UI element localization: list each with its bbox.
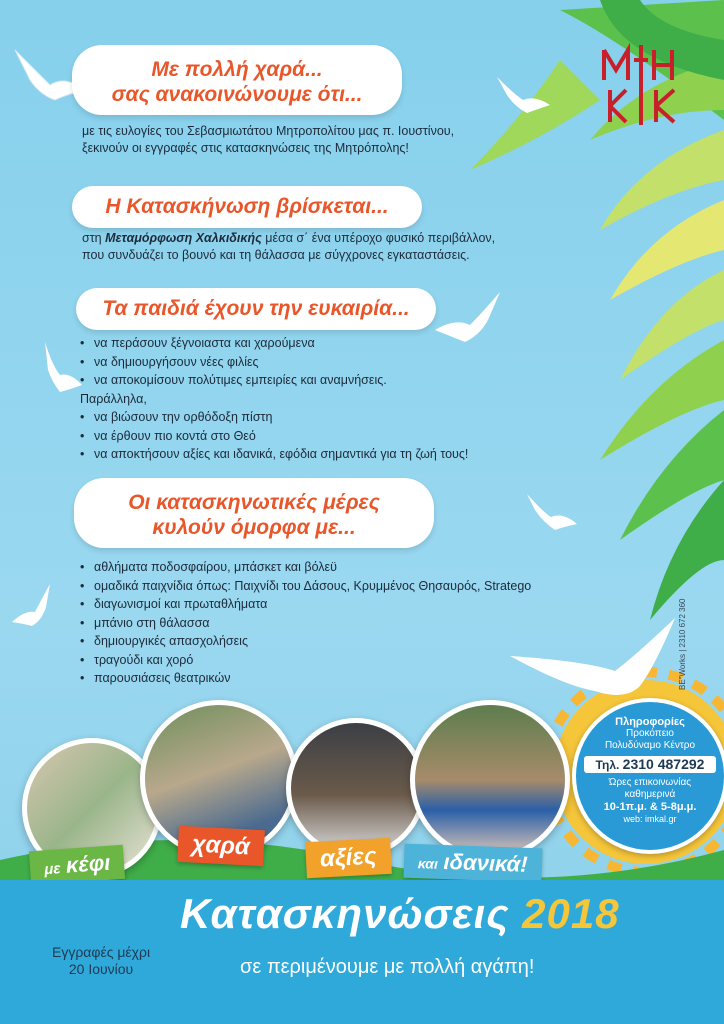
ribbon-text: αξίες — [319, 842, 378, 873]
info-circle — [572, 698, 724, 854]
heading-line: κυλούν όμορφα με... — [152, 516, 356, 539]
info-title: Πληροφορίες — [615, 716, 685, 728]
list-item: • τραγούδι και χορό — [80, 651, 580, 670]
list-item: • παρουσιάσεις θεατρικών — [80, 669, 580, 688]
website-link[interactable]: web: imkal.gr — [623, 814, 677, 824]
list-item: • αθλήματα ποδοσφαίρου, μπάσκετ και βόλεϋ — [80, 558, 580, 577]
ribbon-small-text: και — [417, 855, 439, 872]
text-span: στη — [82, 231, 106, 245]
list-item: Παράλληλα, — [80, 391, 147, 406]
heading-line: Τα παιδιά έχουν την ευκαιρία... — [102, 297, 410, 320]
section-heading — [72, 194, 422, 219]
list-item: • να έρθουν πιο κοντά στο Θεό — [80, 427, 560, 446]
list-item: • να αποκτήσουν αξίες και ιδανικά, εφόδια σημαντικά για τη ζωή τους! — [80, 445, 560, 464]
info-place: Προκόπειο — [626, 728, 674, 739]
dove-icon — [525, 492, 580, 532]
section-paragraph — [82, 123, 562, 157]
list-item: • ομαδικά παιχνίδια όπως: Παιχνίδι του Δάσους, Κρυμμένος Θησαυρός, Stratego — [80, 577, 580, 596]
list-item: • δημιουργικές απασχολήσεις — [80, 632, 580, 651]
section-paragraph — [82, 230, 582, 264]
phone-number[interactable]: 2310 487292 — [622, 756, 705, 772]
photo-flag-group — [410, 700, 570, 860]
section-heading — [72, 57, 402, 107]
section-heading — [76, 296, 436, 321]
title-word: Κατασκηνώσεις — [180, 890, 510, 937]
paragraph-line: που συνδυάζει το βουνό και τη θάλασσα με σύγχρονες εγκαταστάσεις. — [82, 248, 470, 262]
phone-box — [584, 756, 716, 773]
text-span: μέσα σ΄ ένα υπέροχο φυσικό περιβάλλον, — [261, 231, 496, 245]
heading-line: σας ανακοινώνουμε ότι... — [111, 83, 363, 106]
ribbon-text: ιδανικά! — [443, 848, 529, 877]
opportunity-list — [80, 334, 560, 464]
list-item: • να βιώσουν την ορθόδοξη πίστη — [80, 408, 560, 427]
hours-title: καθημερινά — [624, 789, 676, 800]
section-heading — [74, 490, 434, 540]
paragraph-line — [82, 230, 582, 247]
location-name: Μεταμόρφωση Χαλκιδικής — [105, 231, 262, 245]
phone-label: Τηλ. — [595, 758, 620, 772]
hours-value: 10-1π.μ. & 5-8μ.μ. — [603, 801, 697, 813]
logo — [596, 40, 686, 130]
ribbon-text: χαρά — [191, 830, 251, 861]
registration-deadline — [52, 944, 150, 978]
info-place: Πολυδύναμο Κέντρο — [604, 740, 696, 751]
ribbon-chara — [177, 826, 265, 866]
designer-credit: BE"Works | 2310 672 360 — [678, 598, 687, 690]
list-item: • μπάνιο στη θάλασσα — [80, 614, 580, 633]
deadline-line: 20 Ιουνίου — [68, 961, 134, 977]
paragraph-line: ξεκινούν οι εγγραφές στις κατασκηνώσεις της Μητρόπολης! — [82, 141, 409, 155]
activities-list — [80, 558, 580, 688]
ribbon-idanika — [403, 844, 542, 883]
title-year: 2018 — [522, 890, 620, 937]
ribbon-text: κέφι — [64, 849, 112, 878]
paragraph-line: με τις ευλογίες του Σεβασμιωτάτου Μητροπολίτου μας π. Ιουστίνου, — [82, 124, 455, 138]
hours-title: Ώρες επικοινωνίας — [608, 777, 692, 788]
dove-icon — [495, 75, 555, 115]
ribbon-axies — [305, 838, 391, 878]
poster-title — [180, 890, 620, 938]
dove-icon — [40, 340, 85, 395]
heading-line: Με πολλή χαρά... — [151, 58, 323, 81]
heading-line: Οι κατασκηνωτικές μέρες — [128, 491, 380, 514]
list-item: • να δημιουργήσουν νέες φιλίες — [80, 353, 560, 372]
poster-subtitle: σε περιμένουμε με πολλή αγάπη! — [240, 956, 535, 978]
list-item: • να περάσουν ξέγνοιαστα και χαρούμενα — [80, 334, 560, 353]
deadline-line: Εγγραφές μέχρι — [52, 944, 151, 960]
list-item: • να αποκομίσουν πολύτιμες εμπειρίες και αναμνήσεις. — [80, 371, 560, 390]
monogram-logo-icon — [596, 40, 686, 130]
ribbon-small-text: με — [43, 860, 62, 879]
list-item: • διαγωνισμοί και πρωταθλήματα — [80, 595, 580, 614]
heading-line: Η Κατασκήνωση βρίσκεται... — [105, 195, 389, 218]
dove-icon — [10, 582, 55, 627]
photo-priest-table — [286, 718, 426, 858]
